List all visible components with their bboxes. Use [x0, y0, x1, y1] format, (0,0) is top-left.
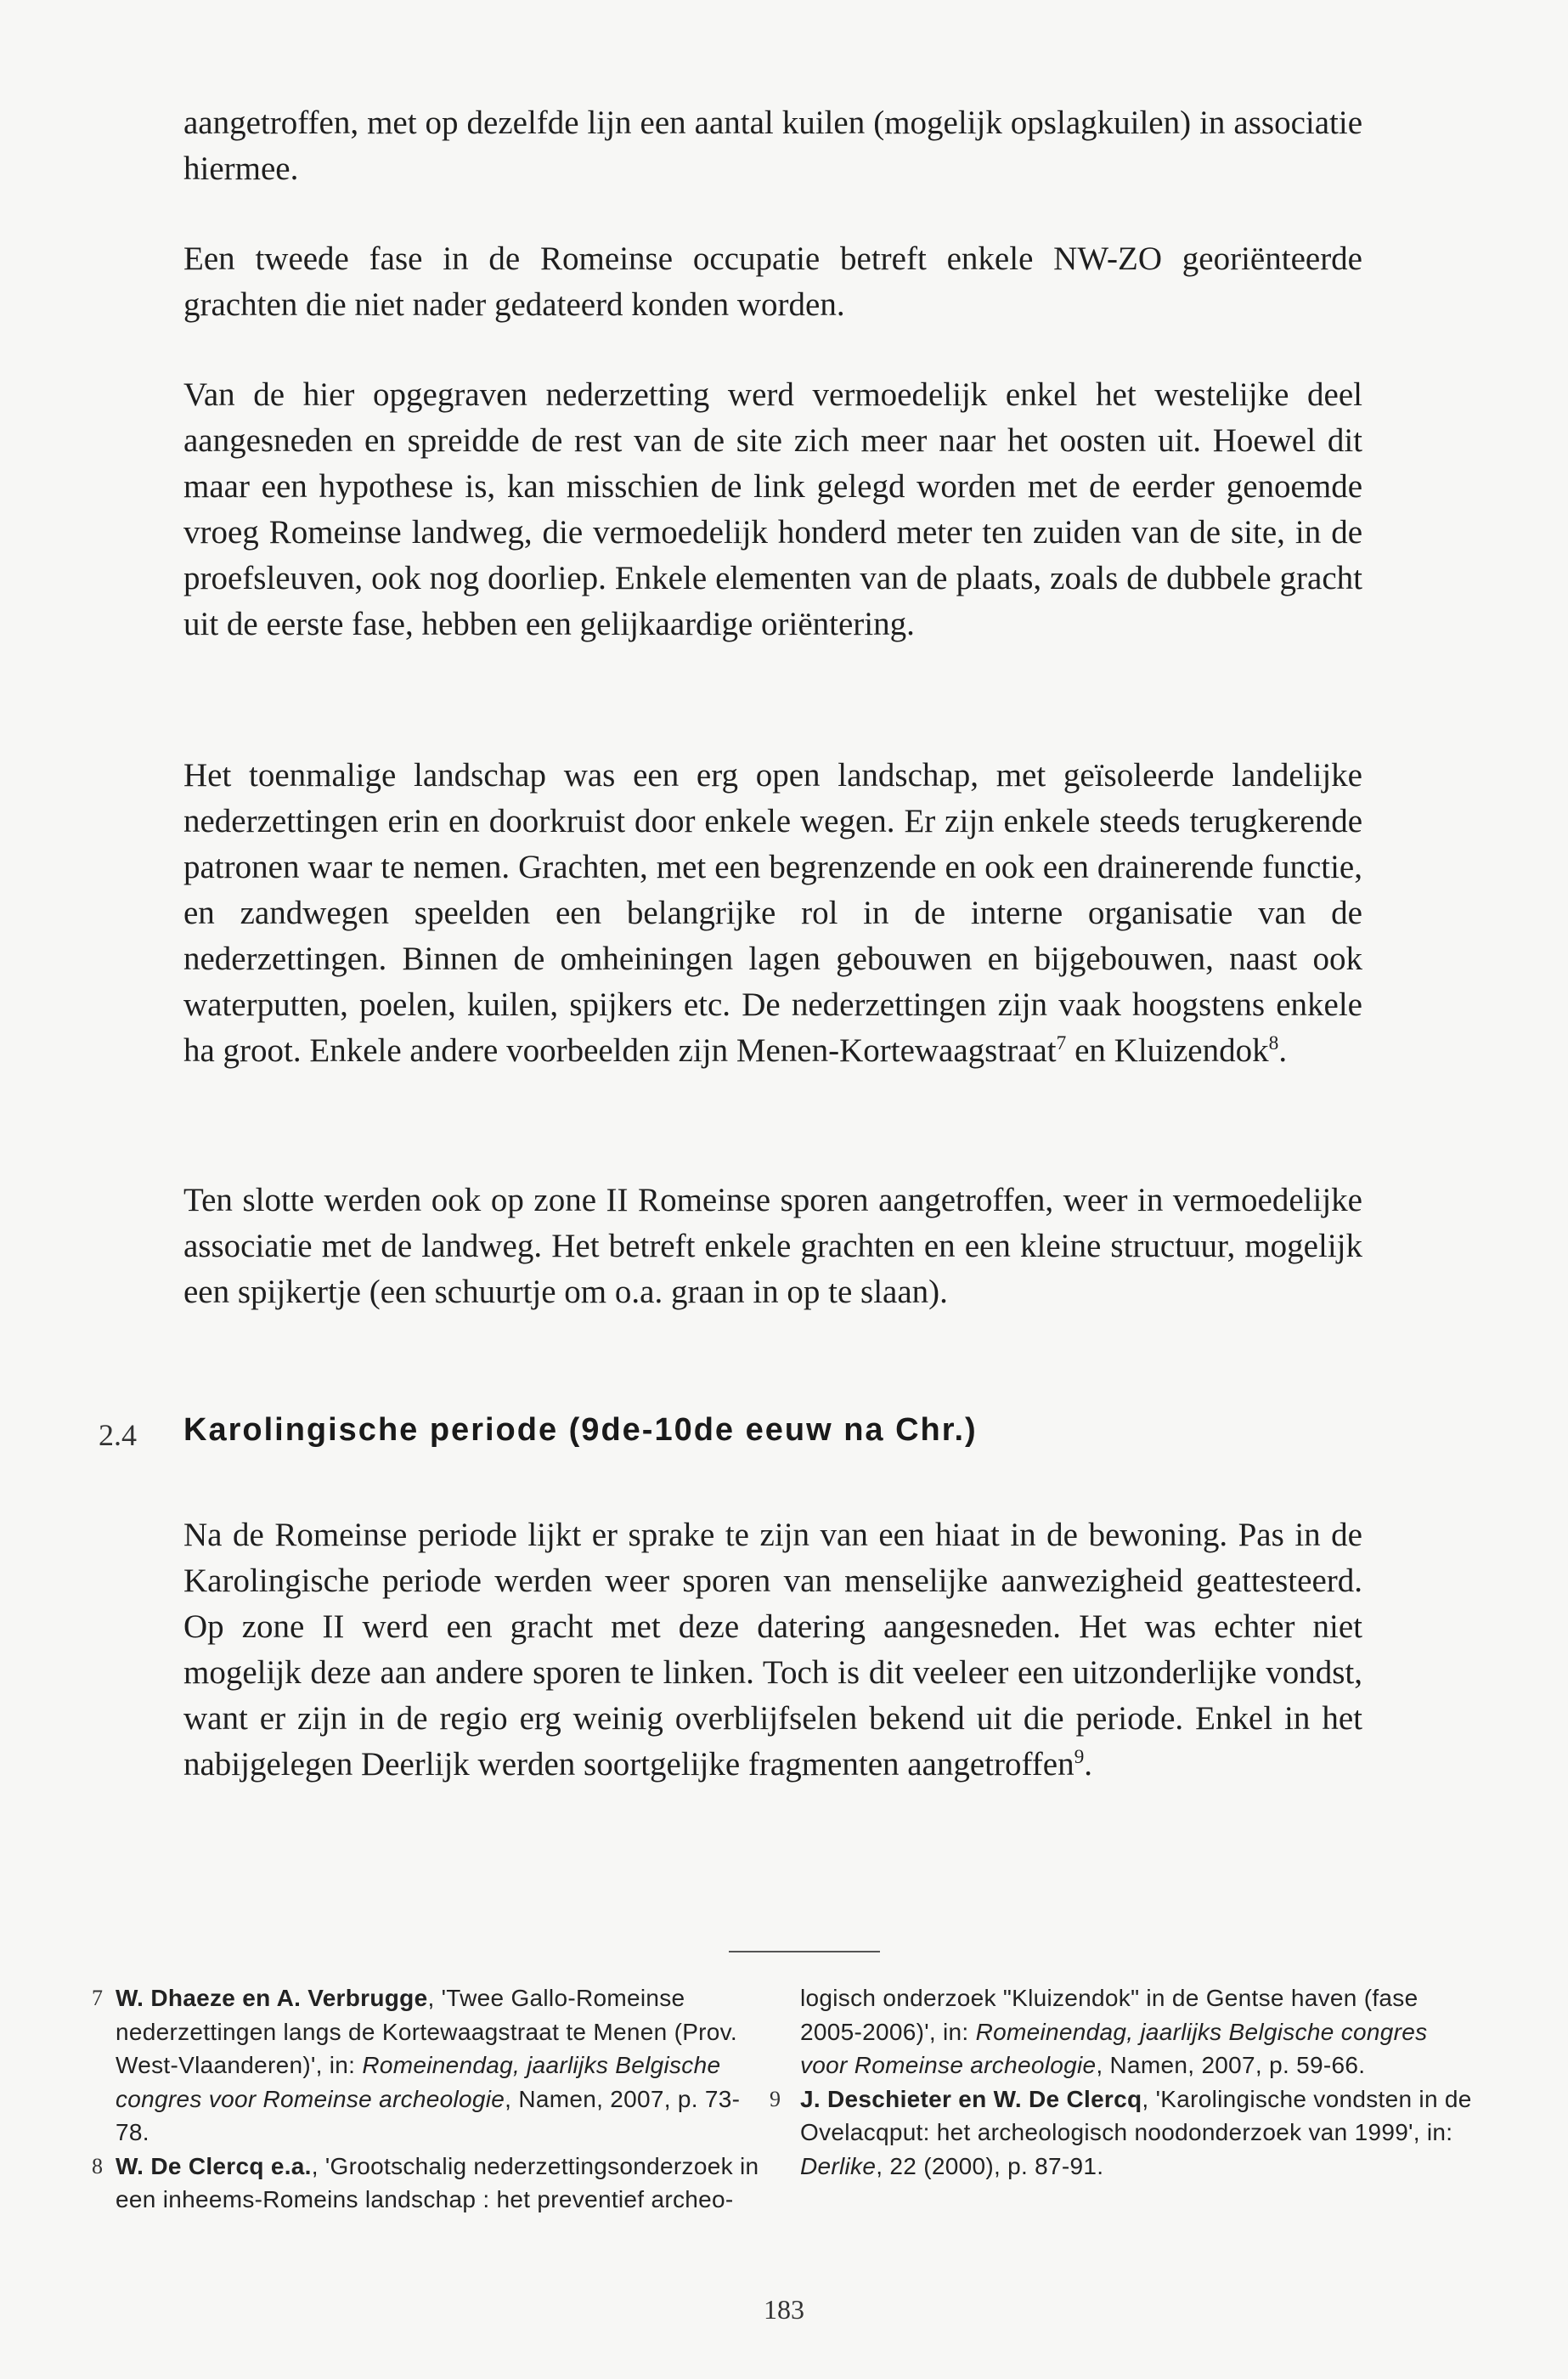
footnote-text: logisch onderzoek "Kluizendok" in de Gentse haven (fase 2005-2006)', in: — [800, 1985, 1419, 2045]
footnote-text: , 'Twee Gallo-Romeinse nederzettingen langs de Kortewaagstraat te Menen (Prov. West-Vlaanderen)', in: — [116, 1985, 737, 2078]
footnote-8-continued — [800, 1981, 1480, 2082]
footnote-text: , 'Karolingische vondsten in de Ovelacqput: het archeologisch noodonderzoek van 1999', in: — [800, 2085, 1472, 2145]
paragraph-text: Van de hier opgegraven nederzetting werd vermoedelijk enkel het westelijke deel aangesneden en spreidde de rest van de site zich meer naar het oosten uit. Hoewel dit maar een hypothese is, kan misschien de link gelegd worden met de eerder genoemde vroeg Romeinse landweg, die vermoedelijk honderd meter ten zuiden van de site, in de proefsleuven, ook nog doorliep. Enkele elementen van de plaats, zoals de dubbele gracht uit de eerste fase, hebben een gelijkaardige oriëntering. — [183, 376, 1362, 642]
footnote-text: , Namen, 2007, p. 59-66. — [1096, 2052, 1366, 2078]
body-paragraph — [183, 1178, 1362, 1315]
footnote-number: 8 — [92, 2153, 104, 2178]
footnote-author: W. De Clercq e.a. — [116, 2152, 312, 2179]
paragraph-continuation: en Kluizendok — [1066, 1032, 1269, 1069]
body-paragraph — [183, 372, 1362, 647]
paragraph-text: Ten slotte werden ook op zone II Romeinse sporen aangetroffen, weer in vermoedelijke associatie met de landweg. Het betreft enkele grachten en een kleine structuur, mogelijk een spijkertje (een schuurtje om o.a. graan in op te slaan). — [183, 1182, 1362, 1310]
paragraph-text: Een tweede fase in de Romeinse occupatie betreft enkele NW-ZO georiënteerde grachten die niet nader gedateerd konden worden. — [183, 240, 1362, 323]
paragraph-text: aangetroffen, met op dezelfde lijn een aantal kuilen (mogelijk opslagkuilen) in associatie hiermee. — [183, 105, 1362, 187]
body-paragraph — [183, 753, 1362, 1074]
paragraph-text — [183, 1512, 1362, 1788]
footnote-journal: Romeinendag, jaarlijks Belgische congres voor Romeinse archeologie — [800, 2018, 1428, 2078]
paragraph-main: Na de Romeinse periode lijkt er sprake te zijn van een hiaat in de bewoning. Pas in de Karolingische periode werden weer sporen van menselijke aanwezigheid geattesteerd. Op zone II werd een gracht met deze datering aangesneden. Het was echter niet mogelijk deze aan andere sporen te linken. Toch is dit veeleer een uitzonderlijke vondst, want er zijn in de regio erg weinig overblijfselen bekend uit die periode. Enkel in het nabijgelegen Deerlijk werden soortgelijke fragmenten aangetroffen — [183, 1517, 1362, 1783]
footnote-text: , 'Grootschalig nederzettingsonderzoek in een inheems-Romeins landschap : het preventief archeo- — [116, 2152, 759, 2212]
footnote-number: 9 — [770, 2086, 781, 2111]
body-paragraph — [183, 100, 1362, 192]
footnote-author: W. Dhaeze en A. Verbrugge — [116, 1985, 428, 2011]
footnote-7 — [92, 1981, 768, 2150]
paragraph-text — [183, 753, 1362, 1074]
footnote-number: 7 — [92, 1986, 104, 2010]
paragraph-end: . — [1084, 1746, 1093, 1783]
paragraph-end: . — [1278, 1032, 1288, 1069]
body-paragraph — [183, 1512, 1362, 1788]
footnote-divider — [729, 1951, 880, 1952]
footnote-ref-9[interactable]: 9 — [1074, 1746, 1085, 1768]
footnote-journal: Derlike — [800, 2152, 877, 2179]
footnote-9 — [770, 2082, 1480, 2184]
footnote-column-right — [770, 1981, 1480, 2183]
footnote-ref-7[interactable]: 7 — [1056, 1032, 1067, 1054]
footnote-column-left — [92, 1981, 768, 2217]
footnote-ref-8[interactable]: 8 — [1268, 1032, 1279, 1054]
footnote-text: , 22 (2000), p. 87-91. — [876, 2152, 1104, 2179]
footnote-author: J. Deschieter en W. De Clercq — [800, 2085, 1142, 2112]
footnote-journal: Romeinendag, jaarlijks Belgische congres voor Romeinse archeologie — [116, 2052, 721, 2112]
footnote-text: , Namen, 2007, p. 73-78. — [116, 2085, 741, 2145]
section-number: 2.4 — [99, 1418, 137, 1452]
page-number: 183 — [764, 2294, 804, 2325]
section-heading — [99, 1412, 1362, 1460]
section-title: Karolingische periode (9de-10de eeuw na Chr.) — [183, 1412, 978, 1448]
paragraph-main: Het toenmalige landschap was een erg open landschap, met geïsoleerde landelijke nederzettingen erin en doorkruist door enkele wegen. Er zijn enkele steeds terugkerende patronen waar te nemen. Grachten, met een begrenzende en ook een drainerende functie, en zandwegen speelden een belangrijke rol in de interne organisatie van de nederzettingen. Binnen de omheiningen lagen gebouwen en bijgebouwen, naast ook waterputten, poelen, kuilen, spijkers etc. De nederzettingen zijn vaak hoogstens enkele ha groot. Enkele andere voorbeelden zijn Menen-Kortewaagstraat — [183, 757, 1362, 1069]
body-paragraph — [183, 236, 1362, 328]
footnote-8 — [92, 2150, 768, 2217]
